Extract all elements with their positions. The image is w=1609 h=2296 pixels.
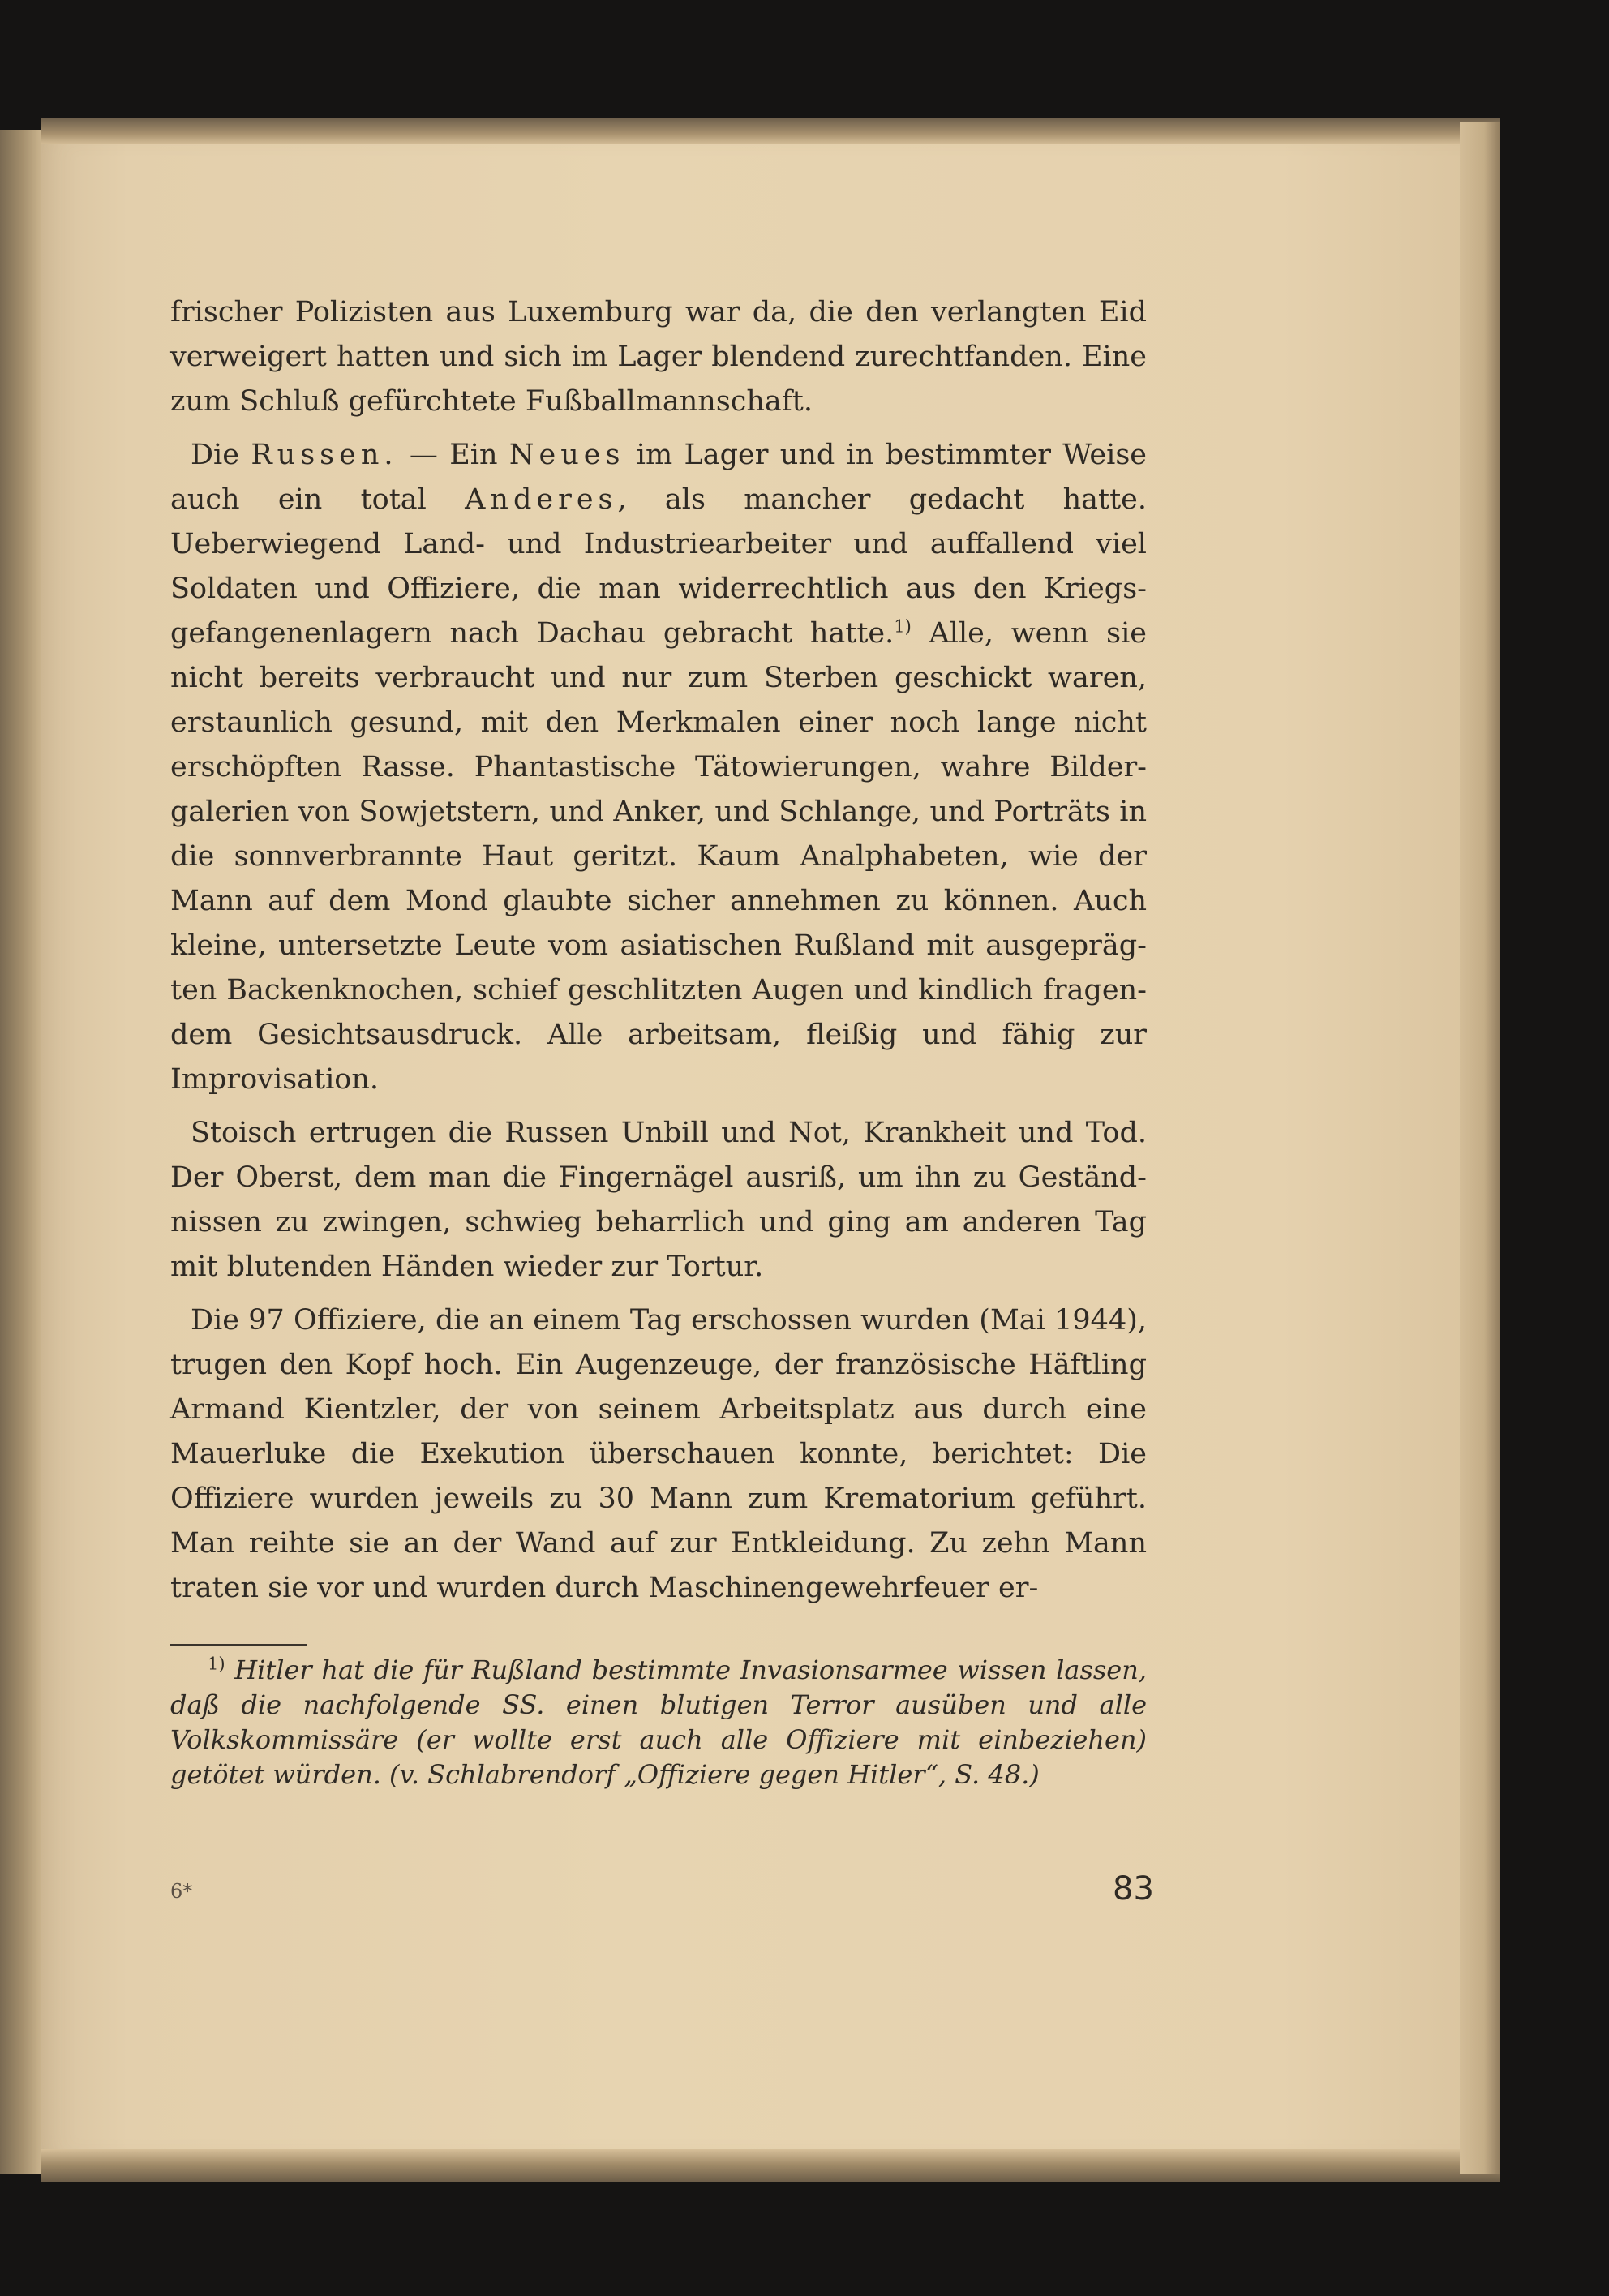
paragraph-4	[170, 1298, 1147, 1611]
page-top-edge	[41, 118, 1500, 144]
paragraph-2-body	[170, 439, 1147, 1096]
paragraph-1	[170, 290, 1147, 424]
footnote-marker: 1)	[208, 1654, 225, 1674]
body-text	[170, 290, 1147, 1620]
text-run: im Lager und in bestimmter Weise auch ein total	[170, 439, 1147, 516]
page-number: 83	[1113, 1870, 1154, 1908]
text-run: Alle, wenn sie nicht bereits verbraucht und nur zum Sterben geschickt waren, erstaunlich gesund, mit den Merkmalen einer noch lange nicht erschöpften Rasse. Phantastische Tätowierungen, wahre Bildergalerien von Sowjetstern, und Anker, und Schlange, und Porträts in die sonnverbrannte Haut geritzt. Kaum Analphabeten, wie der Mann auf dem Mond glaubte sicher annehmen zu können. Auch kleine, untersetzte Leute vom asiatischen Rußland mit ausgeprägten Backenknochen, schief geschlitzten Augen und kindlich fragendem Gesichtsausdruck. Alle arbeitsam, fleißig und fähig zur Improvisation.	[170, 617, 1147, 1096]
footnote-reference: 1)	[894, 616, 912, 637]
paragraph-3	[170, 1111, 1147, 1290]
page-right-edge	[1460, 122, 1500, 2174]
text-run: , als mancher gedacht hatte. Ueberwiegend Land- und Industriearbeiter und auffallend viel Soldaten und Offiziere, die man widerrechtlich aus den Kriegsgefangenenlagern nach Dachau gebracht hatte.	[170, 483, 1147, 650]
paragraph-2	[170, 433, 1147, 1102]
footnote-rule	[170, 1644, 307, 1646]
text-run: — Ein	[397, 439, 509, 471]
previous-page-edge	[0, 130, 41, 2174]
text-run: Stoisch ertrugen die Russen Unbill und Not, Krankheit und Tod. Der Oberst, dem man die Fingernägel ausriß, um ihn zu Geständnissen zu zwingen, schwieg beharrlich und ging am anderen Tag mit blutenden Händen wieder zur Tortur.	[170, 1117, 1147, 1283]
text-run: frischer Polizisten aus Luxemburg war da, die den verlangten Eid verweigert hatten und sich im Lager blendend zurechtfanden. Eine zum Schluß gefürchtete Fußballmannschaft.	[170, 296, 1147, 418]
spaced-emphasis: Neues	[508, 439, 625, 471]
text-run: Die 97 Offiziere, die an einem Tag erschossen wurden (Mai 1944), trugen den Kopf hoch. Ein Augenzeuge, der französische Häftling Armand Kientzler, der von seinem Arbeitsplatz aus durch eine Mauerluke die Exekution überschauen konnte, berichtet: Die Offiziere wurden jeweils zu 30 Mann zum Krematorium geführt. Man reihte sie an der Wand auf zur Entkleidung. Zu zehn Mann traten sie vor und wurden durch Maschinengewehrfeuer er-	[170, 1304, 1147, 1604]
spaced-emphasis: Anderes	[465, 483, 618, 516]
footnote	[170, 1653, 1147, 1792]
page-bottom-edge	[41, 2149, 1500, 2182]
signature-mark: 6*	[170, 1880, 193, 1903]
footnote-text: Hitler hat die für Rußland bestimmte Invasionsarmee wissen lassen, daß die nachfolgende SS. einen blutigen Terror ausüben und alle Volkskommissäre (er wollte erst auch alle Offiziere mit einbeziehen) getötet würden. (v. Schlabrendorf „Offiziere gegen Hitler“, S. 48.)	[170, 1654, 1147, 1790]
paragraph-2-lead: Die	[191, 439, 251, 471]
spaced-emphasis: Russen.	[251, 439, 398, 471]
